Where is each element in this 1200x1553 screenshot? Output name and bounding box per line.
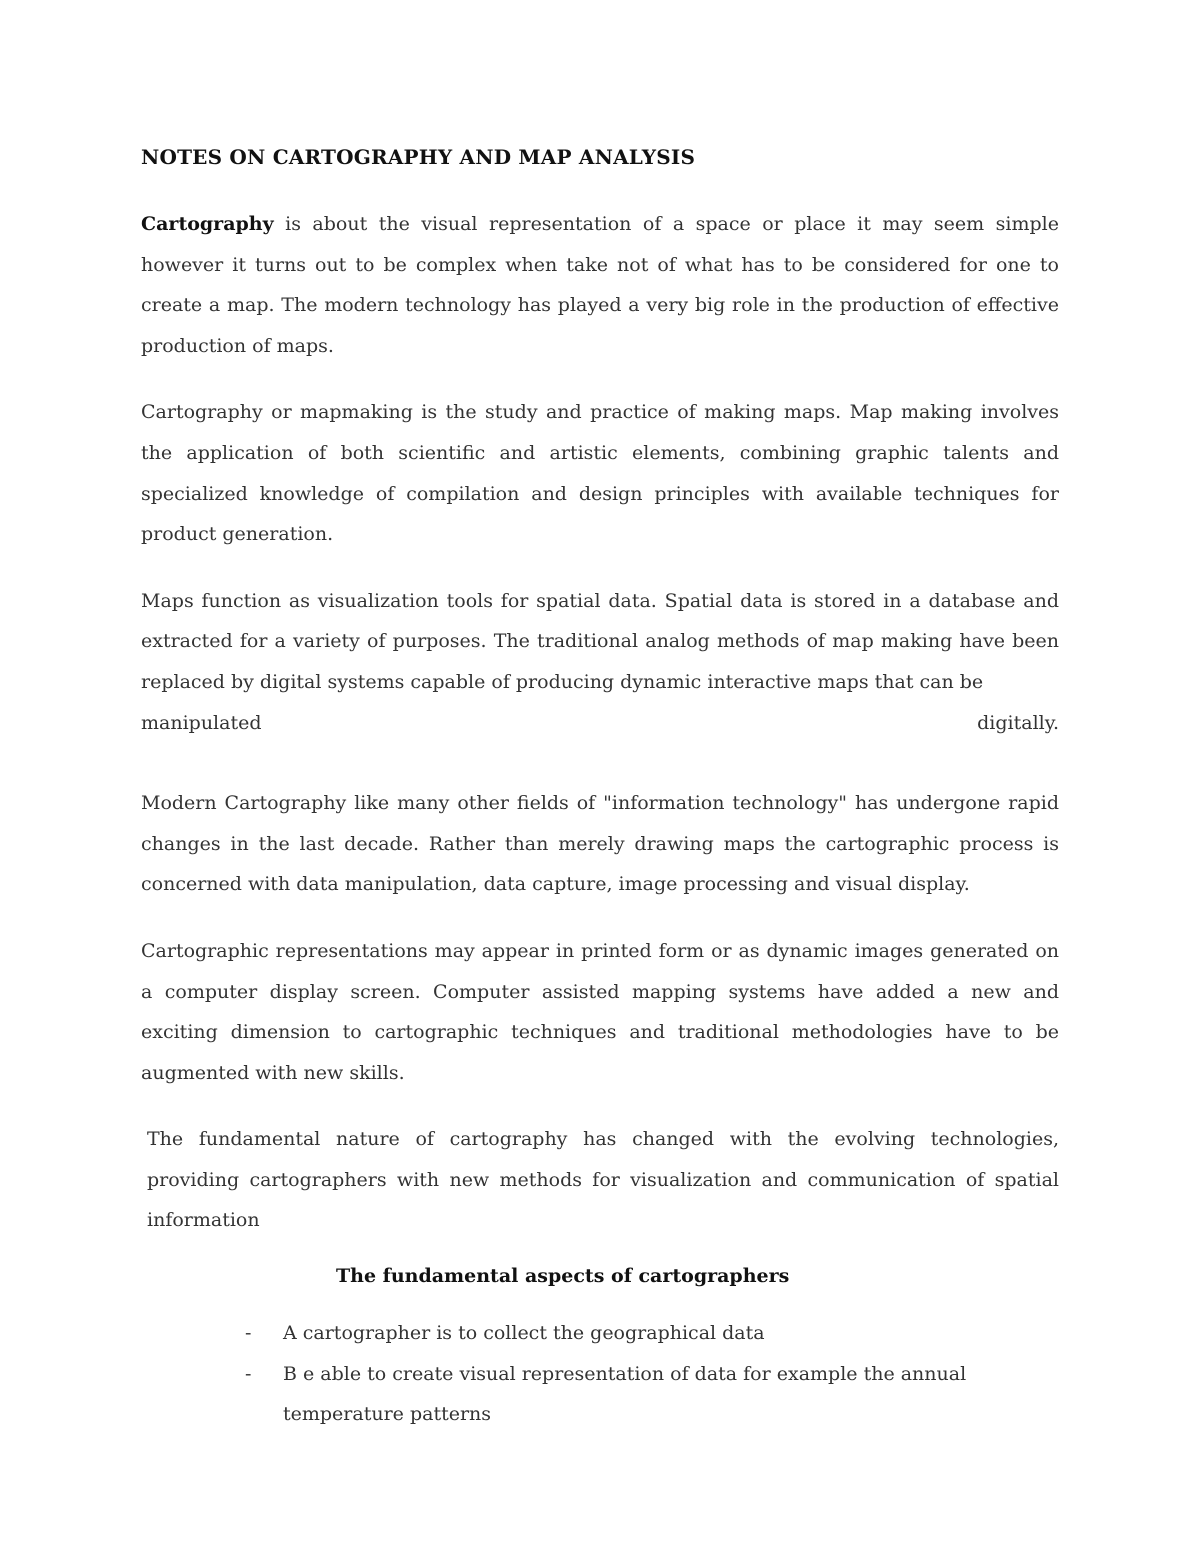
split-line-right: digitally. xyxy=(977,711,1059,734)
paragraph-maps-function-text: Maps function as visualization tools for spatial data. Spatial data is stored in a database and extracted for a variety of purposes. The traditional analog methods of map making have been replaced by digital systems capable of producing dynamic interactive maps that can be xyxy=(141,589,1059,693)
list-item xyxy=(141,1354,1059,1435)
paragraph-maps-function-last-line xyxy=(141,703,1059,744)
list-item xyxy=(141,1313,1059,1354)
intro-term: Cartography xyxy=(141,213,274,235)
aspects-list xyxy=(141,1313,1059,1435)
list-item-text: B e able to create visual representation of data for example the annual temperature patterns xyxy=(283,1362,967,1426)
document-title: NOTES ON CARTOGRAPHY AND MAP ANALYSIS xyxy=(141,145,696,169)
paragraph-mapmaking: Cartography or mapmaking is the study and practice of making maps. Map making involves the application of both scientific and artistic elements, combining graphic talents and specialized knowledge of compilation and design principles with available techniques for product generation. xyxy=(141,401,1059,546)
list-item-text: A cartographer is to collect the geographical data xyxy=(283,1322,765,1345)
intro-paragraph xyxy=(141,204,1059,366)
intro-text: is about the visual representation of a space or place it may seem simple however it turns out to be complex when take not of what has to be considered for one to create a map. The modern technology has played a very big role in the production of effective production of maps. xyxy=(141,213,1059,357)
document-page xyxy=(141,140,1059,1435)
paragraph-cartographic-representations: Cartographic representations may appear in printed form or as dynamic images generated on a computer display screen. Computer assisted mapping systems have added a new and exciting dimension to cartographic techniques and traditional methodologies have to be augmented with new skills. xyxy=(141,939,1059,1084)
paragraph-fundamental-nature: The fundamental nature of cartography has changed with the evolving technologies, providing cartographers with new methods for visualization and communication of spatial information xyxy=(147,1128,1059,1232)
bullet-dash: - xyxy=(245,1362,252,1385)
bullet-dash: - xyxy=(245,1322,252,1345)
section-heading: The fundamental aspects of cartographers xyxy=(336,1265,790,1288)
paragraph-modern-cartography: Modern Cartography like many other fields of "information technology" has undergone rapid changes in the last decade. Rather than merely drawing maps the cartographic process is concerned with data manipulation, data capture, image processing and visual display. xyxy=(141,792,1059,896)
split-line-left: manipulated xyxy=(141,711,262,734)
paragraph-maps-function xyxy=(141,581,1059,743)
